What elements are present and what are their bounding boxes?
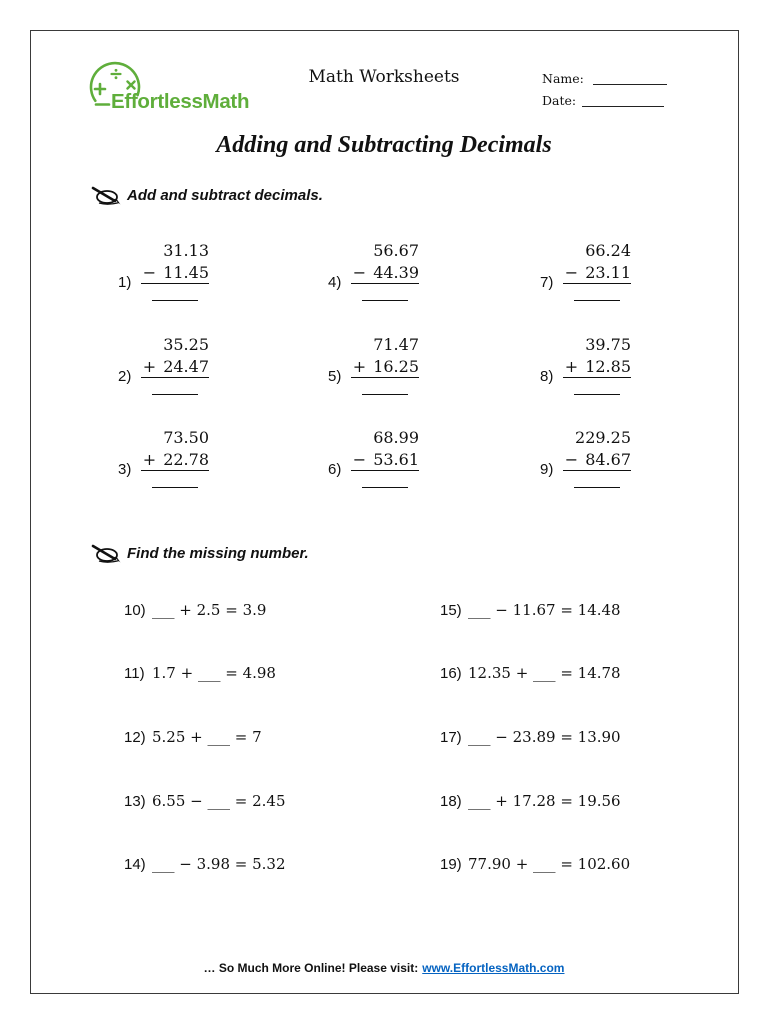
problem-label: 2) — [118, 368, 132, 385]
problem-label: 12) — [124, 729, 146, 746]
second-operand-line — [351, 356, 419, 378]
problem-label: 11) — [124, 665, 145, 682]
instruction-text: Add and subtract decimals. — [127, 187, 323, 204]
missing-problem-11 — [124, 662, 276, 685]
problem-label: 7) — [540, 274, 554, 291]
second-operand-line — [351, 262, 419, 284]
instruction-add-subtract — [90, 186, 323, 206]
problem-9 — [540, 427, 631, 499]
missing-problem-17 — [440, 726, 621, 749]
first-operand: 66.24 — [585, 241, 631, 260]
problem-label: 13) — [124, 793, 146, 810]
pencil-icon — [90, 544, 122, 564]
instruction-text: Find the missing number. — [127, 545, 309, 562]
times-icon — [128, 82, 135, 89]
first-operand: 229.25 — [575, 428, 631, 447]
problem-2 — [118, 334, 209, 406]
problem-label: 16) — [440, 665, 462, 682]
first-operand: 56.67 — [373, 241, 419, 260]
operator: − — [142, 263, 157, 282]
answer-blank — [152, 487, 198, 488]
second-operand: 11.45 — [163, 263, 209, 282]
problem-label: 5) — [328, 368, 342, 385]
missing-problem-12 — [124, 726, 262, 749]
problem-expression: ___ − 11.67 = 14.48 — [468, 601, 621, 619]
missing-problem-15 — [440, 599, 621, 622]
footer-text: … So Much More Online! Please visit: — [203, 961, 419, 975]
answer-blank — [362, 300, 408, 301]
problem-expression: ___ − 3.98 = 5.32 — [152, 855, 286, 873]
second-operand-line — [563, 356, 631, 378]
missing-problem-16 — [440, 662, 621, 685]
problem-expression: 6.55 − ___ = 2.45 — [152, 792, 286, 810]
problem-label: 6) — [328, 461, 342, 478]
operator: − — [564, 263, 579, 282]
second-operand: 24.47 — [163, 357, 209, 376]
operator: − — [352, 263, 367, 282]
second-operand: 84.67 — [585, 450, 631, 469]
plus-icon — [95, 84, 105, 94]
instruction-missing-number — [90, 544, 309, 564]
missing-problem-18 — [440, 790, 621, 813]
problem-5 — [328, 334, 419, 406]
problem-label: 15) — [440, 602, 462, 619]
first-operand: 68.99 — [373, 428, 419, 447]
operator: − — [564, 450, 579, 469]
problem-7 — [540, 240, 631, 312]
first-operand: 71.47 — [373, 335, 419, 354]
answer-blank — [574, 394, 620, 395]
footer — [0, 958, 768, 978]
answer-blank — [362, 394, 408, 395]
problem-3 — [118, 427, 209, 499]
problem-label: 4) — [328, 274, 342, 291]
logo-text: EffortlessMath — [111, 90, 250, 113]
answer-blank — [152, 300, 198, 301]
second-operand: 23.11 — [585, 263, 631, 282]
problem-label: 3) — [118, 461, 132, 478]
problem-expression: 5.25 + ___ = 7 — [152, 728, 262, 746]
second-operand: 16.25 — [373, 357, 419, 376]
problem-expression: ___ + 17.28 = 19.56 — [468, 792, 621, 810]
problem-expression: ___ − 23.89 = 13.90 — [468, 728, 621, 746]
operator: + — [352, 357, 367, 376]
second-operand: 53.61 — [373, 450, 419, 469]
pencil-icon — [90, 186, 122, 206]
problem-expression: 12.35 + ___ = 14.78 — [468, 664, 621, 682]
second-operand-line — [141, 449, 209, 471]
answer-blank — [574, 300, 620, 301]
website-link[interactable]: www.EffortlessMath.com — [422, 961, 565, 975]
answer-blank — [362, 487, 408, 488]
problem-label: 18) — [440, 793, 462, 810]
worksheet-subtitle: Math Worksheets — [308, 67, 460, 87]
operator: + — [564, 357, 579, 376]
missing-problem-13 — [124, 790, 286, 813]
problem-6 — [328, 427, 419, 499]
answer-blank — [152, 394, 198, 395]
problem-label: 1) — [118, 274, 132, 291]
second-operand-line — [563, 262, 631, 284]
operator: + — [142, 450, 157, 469]
operator: + — [142, 357, 157, 376]
date-label: Date: — [542, 93, 577, 108]
second-operand-line — [563, 449, 631, 471]
second-operand-line — [141, 262, 209, 284]
problem-label: 10) — [124, 602, 146, 619]
second-operand: 12.85 — [585, 357, 631, 376]
problem-label: 19) — [440, 856, 462, 873]
name-field — [542, 71, 667, 87]
divide-icon — [112, 69, 121, 79]
second-operand: 22.78 — [163, 450, 209, 469]
first-operand: 73.50 — [163, 428, 209, 447]
missing-problem-19 — [440, 853, 630, 876]
date-blank-line — [582, 95, 664, 107]
problem-label: 17) — [440, 729, 462, 746]
problem-label: 8) — [540, 368, 554, 385]
first-operand: 31.13 — [163, 241, 209, 260]
problem-8 — [540, 334, 631, 406]
problem-4 — [328, 240, 419, 312]
first-operand: 39.75 — [585, 335, 631, 354]
missing-problem-10 — [124, 599, 266, 622]
problem-label: 9) — [540, 461, 554, 478]
operator: − — [352, 450, 367, 469]
date-field — [542, 93, 664, 109]
problem-expression: ___ + 2.5 = 3.9 — [152, 601, 267, 619]
second-operand-line — [141, 356, 209, 378]
name-blank-line — [593, 73, 667, 85]
problem-label: 14) — [124, 856, 146, 873]
page-title: Adding and Subtracting Decimals — [216, 132, 552, 158]
missing-problem-14 — [124, 853, 286, 876]
second-operand-line — [351, 449, 419, 471]
problem-expression: 77.90 + ___ = 102.60 — [468, 855, 631, 873]
worksheet-border — [30, 30, 739, 994]
first-operand: 35.25 — [163, 335, 209, 354]
name-label: Name: — [542, 71, 584, 86]
problem-expression: 1.7 + ___ = 4.98 — [152, 664, 276, 682]
second-operand: 44.39 — [373, 263, 419, 282]
answer-blank — [574, 487, 620, 488]
problem-1 — [118, 240, 209, 312]
